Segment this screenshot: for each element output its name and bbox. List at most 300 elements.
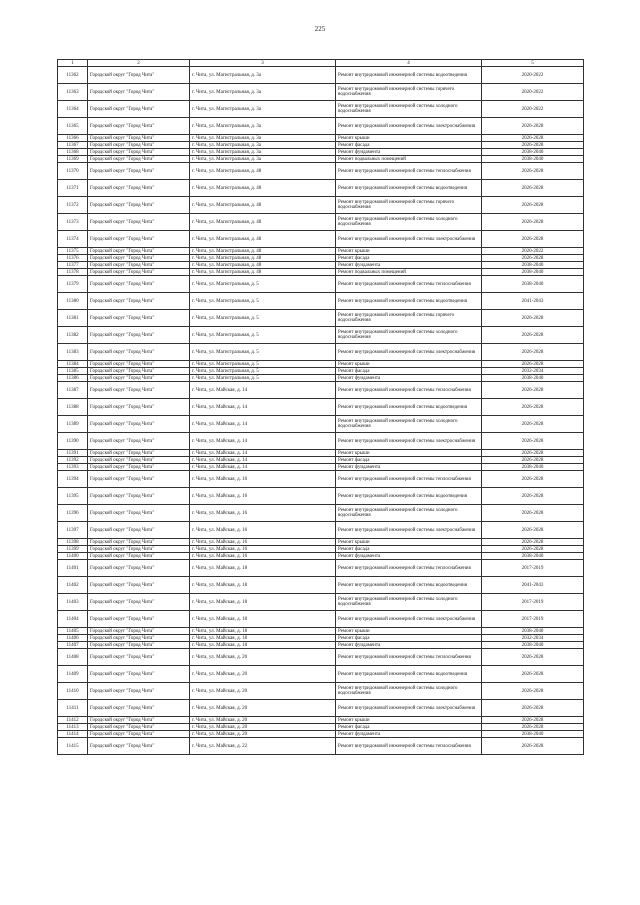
header-cell-5: 5 [482, 60, 584, 67]
row-number: 11365 [58, 118, 88, 135]
work-type-cell: Ремонт крыши [336, 135, 482, 142]
district-cell: Городской округ "Город Чита" [88, 118, 190, 135]
district-cell: Городской округ "Город Чита" [88, 433, 190, 450]
work-type-cell: Ремонт внутридомовой инженерной системы горячего водоснабжения [336, 197, 482, 214]
work-type-cell: Ремонт внутридомовой инженерной системы горячего водоснабжения [336, 310, 482, 327]
work-type-cell: Ремонт внутридомовой инженерной системы холодного водоснабжения [336, 683, 482, 700]
table-row [58, 738, 584, 755]
table-row [58, 471, 584, 488]
address-cell: г. Чита, ул. Магистральная, д. 3а [190, 142, 336, 149]
address-cell: г. Чита, ул. Майская, д. 20 [190, 666, 336, 683]
address-cell: г. Чита, ул. Магистральная, д. 5 [190, 361, 336, 368]
header-row [58, 60, 584, 67]
work-type-cell: Ремонт внутридомовой инженерной системы теплоснабжения [336, 276, 482, 293]
row-number: 11378 [58, 269, 88, 276]
district-cell: Городской округ "Город Чита" [88, 255, 190, 262]
address-cell: г. Чита, ул. Майская, д. 20 [190, 731, 336, 738]
table-row [58, 433, 584, 450]
row-number: 11374 [58, 231, 88, 248]
period-cell: 2026-2028 [482, 546, 584, 553]
row-number: 11402 [58, 577, 88, 594]
district-cell: Городской округ "Город Чита" [88, 399, 190, 416]
district-cell: Городской округ "Город Чита" [88, 344, 190, 361]
address-cell: г. Чита, ул. Майская, д. 20 [190, 700, 336, 717]
table-row [58, 666, 584, 683]
period-cell: 2026-2028 [482, 724, 584, 731]
work-type-cell: Ремонт фасада [336, 546, 482, 553]
row-number: 11372 [58, 197, 88, 214]
work-type-cell: Ремонт крыши [336, 628, 482, 635]
district-cell: Городской округ "Город Чита" [88, 135, 190, 142]
district-cell: Городской округ "Город Чита" [88, 84, 190, 101]
district-cell: Городской округ "Город Чита" [88, 522, 190, 539]
address-cell: г. Чита, ул. Магистральная, д. 5 [190, 276, 336, 293]
work-type-cell: Ремонт внутридомовой инженерной системы водоотведения [336, 293, 482, 310]
row-number: 11406 [58, 635, 88, 642]
row-number: 11407 [58, 642, 88, 649]
table-row [58, 375, 584, 382]
period-cell: 2038-2040 [482, 149, 584, 156]
table-row [58, 457, 584, 464]
district-cell: Городской округ "Город Чита" [88, 361, 190, 368]
row-number: 11389 [58, 416, 88, 433]
address-cell: г. Чита, ул. Магистральная, д. 48 [190, 231, 336, 248]
table-row [58, 293, 584, 310]
address-cell: г. Чита, ул. Майская, д. 14 [190, 457, 336, 464]
period-cell: 2041-2043 [482, 293, 584, 310]
work-type-cell: Ремонт крыши [336, 539, 482, 546]
row-number: 11390 [58, 433, 88, 450]
address-cell: г. Чита, ул. Магистральная, д. 3а [190, 118, 336, 135]
address-cell: г. Чита, ул. Майская, д. 14 [190, 433, 336, 450]
row-number: 11415 [58, 738, 88, 755]
period-cell: 2026-2028 [482, 683, 584, 700]
row-number: 11396 [58, 505, 88, 522]
period-cell: 2026-2028 [482, 180, 584, 197]
work-type-cell: Ремонт фасада [336, 457, 482, 464]
work-type-cell: Ремонт внутридомовой инженерной системы холодного водоснабжения [336, 101, 482, 118]
work-type-cell: Ремонт фасада [336, 635, 482, 642]
table-row [58, 642, 584, 649]
address-cell: г. Чита, ул. Майская, д. 18 [190, 611, 336, 628]
district-cell: Городской округ "Город Чита" [88, 700, 190, 717]
row-number: 11384 [58, 361, 88, 368]
header-cell-3: 3 [190, 60, 336, 67]
table-row [58, 649, 584, 666]
work-type-cell: Ремонт внутридомовой инженерной системы электроснабжения [336, 700, 482, 717]
row-number: 11410 [58, 683, 88, 700]
address-cell: г. Чита, ул. Майская, д. 14 [190, 382, 336, 399]
address-cell: г. Чита, ул. Майская, д. 14 [190, 399, 336, 416]
district-cell: Городской округ "Город Чита" [88, 457, 190, 464]
work-type-cell: Ремонт внутридомовой инженерной системы водоотведения [336, 488, 482, 505]
address-cell: г. Чита, ул. Магистральная, д. 5 [190, 368, 336, 375]
district-cell: Городской округ "Город Чита" [88, 577, 190, 594]
work-type-cell: Ремонт внутридомовой инженерной системы теплоснабжения [336, 163, 482, 180]
row-number: 11367 [58, 142, 88, 149]
work-type-cell: Ремонт фасада [336, 142, 482, 149]
table-row [58, 149, 584, 156]
work-type-cell: Ремонт внутридомовой инженерной системы электроснабжения [336, 344, 482, 361]
period-cell: 2026-2028 [482, 135, 584, 142]
work-type-cell: Ремонт внутридомовой инженерной системы электроснабжения [336, 231, 482, 248]
district-cell: Городской округ "Город Чита" [88, 649, 190, 666]
table-row [58, 488, 584, 505]
period-cell: 2041-2043 [482, 577, 584, 594]
work-type-cell: Ремонт фундамента [336, 553, 482, 560]
address-cell: г. Чита, ул. Магистральная, д. 5 [190, 310, 336, 327]
period-cell: 2026-2028 [482, 382, 584, 399]
table-row [58, 156, 584, 163]
period-cell: 2026-2028 [482, 327, 584, 344]
row-number: 11375 [58, 248, 88, 255]
row-number: 11373 [58, 214, 88, 231]
header-cell-4: 4 [336, 60, 482, 67]
address-cell: г. Чита, ул. Майская, д. 20 [190, 649, 336, 666]
table-row [58, 611, 584, 628]
work-type-cell: Ремонт внутридомовой инженерной системы теплоснабжения [336, 382, 482, 399]
work-type-cell: Ремонт внутридомовой инженерной системы водоотведения [336, 577, 482, 594]
district-cell: Городской округ "Город Чита" [88, 539, 190, 546]
district-cell: Городской округ "Город Чита" [88, 553, 190, 560]
row-number: 11371 [58, 180, 88, 197]
address-cell: г. Чита, ул. Магистральная, д. 48 [190, 269, 336, 276]
row-number: 11398 [58, 539, 88, 546]
district-cell: Городской округ "Город Чита" [88, 416, 190, 433]
row-number: 11414 [58, 731, 88, 738]
address-cell: г. Чита, ул. Майская, д. 18 [190, 560, 336, 577]
address-cell: г. Чита, ул. Майская, д. 18 [190, 577, 336, 594]
address-cell: г. Чита, ул. Майская, д. 20 [190, 683, 336, 700]
table-row [58, 399, 584, 416]
district-cell: Городской округ "Город Чита" [88, 560, 190, 577]
table-row [58, 724, 584, 731]
row-number: 11399 [58, 546, 88, 553]
table-body [58, 67, 584, 755]
row-number: 11383 [58, 344, 88, 361]
table-row [58, 361, 584, 368]
row-number: 11392 [58, 457, 88, 464]
period-cell: 2026-2028 [482, 214, 584, 231]
work-type-cell: Ремонт подвальных помещений [336, 269, 482, 276]
address-cell: г. Чита, ул. Майская, д. 16 [190, 553, 336, 560]
district-cell: Городской округ "Город Чита" [88, 628, 190, 635]
table-row [58, 577, 584, 594]
district-cell: Городской округ "Город Чита" [88, 156, 190, 163]
district-cell: Городской округ "Город Чита" [88, 382, 190, 399]
district-cell: Городской округ "Город Чита" [88, 67, 190, 84]
district-cell: Городской округ "Город Чита" [88, 642, 190, 649]
period-cell: 2038-2040 [482, 553, 584, 560]
address-cell: г. Чита, ул. Майская, д. 18 [190, 628, 336, 635]
row-number: 11385 [58, 368, 88, 375]
district-cell: Городской округ "Город Чита" [88, 368, 190, 375]
table-row [58, 84, 584, 101]
district-cell: Городской округ "Город Чита" [88, 731, 190, 738]
row-number: 11411 [58, 700, 88, 717]
work-type-cell: Ремонт внутридомовой инженерной системы холодного водоснабжения [336, 327, 482, 344]
work-type-cell: Ремонт внутридомовой инженерной системы электроснабжения [336, 433, 482, 450]
work-type-cell: Ремонт фундамента [336, 642, 482, 649]
table-row [58, 594, 584, 611]
district-cell: Городской округ "Город Чита" [88, 683, 190, 700]
work-type-cell: Ремонт подвальных помещений [336, 156, 482, 163]
district-cell: Городской округ "Город Чита" [88, 464, 190, 471]
district-cell: Городской округ "Город Чита" [88, 724, 190, 731]
row-number: 11404 [58, 611, 88, 628]
row-number: 11376 [58, 255, 88, 262]
table-row [58, 101, 584, 118]
address-cell: г. Чита, ул. Майская, д. 20 [190, 724, 336, 731]
period-cell: 2026-2028 [482, 255, 584, 262]
page-number: 225 [314, 25, 326, 33]
work-type-cell: Ремонт внутридомовой инженерной системы холодного водоснабжения [336, 214, 482, 231]
table-row [58, 382, 584, 399]
table-row [58, 327, 584, 344]
table-row [58, 539, 584, 546]
work-type-cell: Ремонт внутридомовой инженерной системы теплоснабжения [336, 471, 482, 488]
table-row [58, 163, 584, 180]
work-type-cell: Ремонт внутридомовой инженерной системы водоотведения [336, 67, 482, 84]
district-cell: Городской округ "Город Чита" [88, 231, 190, 248]
district-cell: Городской округ "Город Чита" [88, 276, 190, 293]
district-cell: Городской округ "Город Чита" [88, 505, 190, 522]
address-cell: г. Чита, ул. Майская, д. 20 [190, 717, 336, 724]
period-cell: 2026-2028 [482, 231, 584, 248]
address-cell: г. Чита, ул. Майская, д. 16 [190, 522, 336, 539]
work-type-cell: Ремонт внутридомовой инженерной системы теплоснабжения [336, 560, 482, 577]
period-cell: 2038-2040 [482, 628, 584, 635]
address-cell: г. Чита, ул. Магистральная, д. 48 [190, 180, 336, 197]
row-number: 11412 [58, 717, 88, 724]
row-number: 11377 [58, 262, 88, 269]
row-number: 11382 [58, 327, 88, 344]
work-type-cell: Ремонт крыши [336, 717, 482, 724]
work-type-cell: Ремонт внутридомовой инженерной системы электроснабжения [336, 611, 482, 628]
period-cell: 2026-2028 [482, 522, 584, 539]
period-cell: 2020-2022 [482, 248, 584, 255]
period-cell: 2026-2028 [482, 471, 584, 488]
table-row [58, 118, 584, 135]
period-cell: 2026-2028 [482, 700, 584, 717]
period-cell: 2026-2028 [482, 457, 584, 464]
table-row [58, 450, 584, 457]
table-row [58, 262, 584, 269]
period-cell: 2038-2040 [482, 262, 584, 269]
address-cell: г. Чита, ул. Магистральная, д. 48 [190, 248, 336, 255]
table-row [58, 717, 584, 724]
address-cell: г. Чита, ул. Майская, д. 16 [190, 539, 336, 546]
row-number: 11388 [58, 399, 88, 416]
work-type-cell: Ремонт внутридомовой инженерной системы водоотведения [336, 180, 482, 197]
period-cell: 2026-2028 [482, 344, 584, 361]
table-row [58, 310, 584, 327]
work-type-cell: Ремонт внутридомовой инженерной системы горячего водоснабжения [336, 84, 482, 101]
period-cell: 2020-2022 [482, 84, 584, 101]
row-number: 11386 [58, 375, 88, 382]
work-type-cell: Ремонт фундамента [336, 731, 482, 738]
district-cell: Городской округ "Город Чита" [88, 717, 190, 724]
period-cell: 2026-2028 [482, 416, 584, 433]
table-row [58, 522, 584, 539]
work-type-cell: Ремонт фундамента [336, 464, 482, 471]
work-type-cell: Ремонт фасада [336, 255, 482, 262]
address-cell: г. Чита, ул. Магистральная, д. 48 [190, 163, 336, 180]
district-cell: Городской округ "Город Чита" [88, 594, 190, 611]
address-cell: г. Чита, ул. Магистральная, д. 3а [190, 84, 336, 101]
period-cell: 2026-2028 [482, 539, 584, 546]
period-cell: 2026-2028 [482, 163, 584, 180]
district-cell: Городской округ "Город Чита" [88, 611, 190, 628]
district-cell: Городской округ "Город Чита" [88, 546, 190, 553]
period-cell: 2032-2034 [482, 368, 584, 375]
period-cell: 2026-2028 [482, 717, 584, 724]
work-type-cell: Ремонт внутридомовой инженерной системы теплоснабжения [336, 738, 482, 755]
address-cell: г. Чита, ул. Магистральная, д. 48 [190, 255, 336, 262]
period-cell: 2026-2028 [482, 361, 584, 368]
table-row [58, 67, 584, 84]
address-cell: г. Чита, ул. Майская, д. 14 [190, 416, 336, 433]
address-cell: г. Чита, ул. Майская, д. 18 [190, 594, 336, 611]
period-cell: 2026-2028 [482, 649, 584, 666]
header-cell-2: 2 [88, 60, 190, 67]
district-cell: Городской округ "Город Чита" [88, 375, 190, 382]
address-cell: г. Чита, ул. Магистральная, д. 3а [190, 135, 336, 142]
district-cell: Городской округ "Город Чита" [88, 149, 190, 156]
address-cell: г. Чита, ул. Майская, д. 16 [190, 505, 336, 522]
table-row [58, 546, 584, 553]
period-cell: 2026-2028 [482, 399, 584, 416]
period-cell: 2026-2028 [482, 433, 584, 450]
row-number: 11409 [58, 666, 88, 683]
row-number: 11393 [58, 464, 88, 471]
address-cell: г. Чита, ул. Магистральная, д. 48 [190, 197, 336, 214]
table-row [58, 635, 584, 642]
work-type-cell: Ремонт внутридомовой инженерной системы холодного водоснабжения [336, 594, 482, 611]
district-cell: Городской округ "Город Чита" [88, 666, 190, 683]
row-number: 11379 [58, 276, 88, 293]
row-number: 11381 [58, 310, 88, 327]
district-cell: Городской округ "Город Чита" [88, 635, 190, 642]
period-cell: 2026-2028 [482, 197, 584, 214]
table-row [58, 368, 584, 375]
period-cell: 2017-2019 [482, 560, 584, 577]
table-row [58, 628, 584, 635]
address-cell: г. Чита, ул. Магистральная, д. 5 [190, 375, 336, 382]
district-cell: Городской округ "Город Чита" [88, 262, 190, 269]
work-type-cell: Ремонт внутридомовой инженерной системы теплоснабжения [336, 649, 482, 666]
table-row [58, 731, 584, 738]
period-cell: 2026-2028 [482, 142, 584, 149]
row-number: 11369 [58, 156, 88, 163]
table-row [58, 180, 584, 197]
period-cell: 2038-2040 [482, 375, 584, 382]
period-cell: 2026-2028 [482, 118, 584, 135]
work-type-cell: Ремонт крыши [336, 450, 482, 457]
district-cell: Городской округ "Город Чита" [88, 310, 190, 327]
work-type-cell: Ремонт внутридомовой инженерной системы водоотведения [336, 399, 482, 416]
header-cell-1: 1 [58, 60, 88, 67]
row-number: 11397 [58, 522, 88, 539]
work-type-cell: Ремонт фундамента [336, 262, 482, 269]
address-cell: г. Чита, ул. Магистральная, д. 5 [190, 344, 336, 361]
row-number: 11366 [58, 135, 88, 142]
district-cell: Городской округ "Город Чита" [88, 293, 190, 310]
work-type-cell: Ремонт внутридомовой инженерной системы холодного водоснабжения [336, 416, 482, 433]
period-cell: 2020-2022 [482, 101, 584, 118]
district-cell: Городской округ "Город Чита" [88, 269, 190, 276]
district-cell: Городской округ "Город Чита" [88, 471, 190, 488]
district-cell: Городской округ "Город Чита" [88, 142, 190, 149]
address-cell: г. Чита, ул. Майская, д. 22 [190, 738, 336, 755]
row-number: 11400 [58, 553, 88, 560]
district-cell: Городской округ "Город Чита" [88, 738, 190, 755]
table-row [58, 464, 584, 471]
district-cell: Городской округ "Город Чита" [88, 180, 190, 197]
period-cell: 2038-2040 [482, 642, 584, 649]
period-cell: 2026-2028 [482, 450, 584, 457]
work-type-cell: Ремонт фундамента [336, 375, 482, 382]
address-cell: г. Чита, ул. Майская, д. 16 [190, 546, 336, 553]
address-cell: г. Чита, ул. Магистральная, д. 5 [190, 327, 336, 344]
table-row [58, 276, 584, 293]
repair-schedule-table [57, 59, 584, 755]
district-cell: Городской округ "Город Чита" [88, 101, 190, 118]
work-type-cell: Ремонт крыши [336, 248, 482, 255]
period-cell: 2017-2019 [482, 611, 584, 628]
table-row [58, 344, 584, 361]
table-row [58, 700, 584, 717]
district-cell: Городской округ "Город Чита" [88, 327, 190, 344]
address-cell: г. Чита, ул. Магистральная, д. 3а [190, 101, 336, 118]
row-number: 11401 [58, 560, 88, 577]
address-cell: г. Чита, ул. Магистральная, д. 48 [190, 262, 336, 269]
table-row [58, 553, 584, 560]
work-type-cell: Ремонт крыши [336, 361, 482, 368]
address-cell: г. Чита, ул. Майская, д. 18 [190, 635, 336, 642]
row-number: 11403 [58, 594, 88, 611]
table-row [58, 416, 584, 433]
address-cell: г. Чита, ул. Магистральная, д. 5 [190, 293, 336, 310]
table-row [58, 231, 584, 248]
work-type-cell: Ремонт внутридомовой инженерной системы водоотведения [336, 666, 482, 683]
row-number: 11362 [58, 67, 88, 84]
address-cell: г. Чита, ул. Майская, д. 16 [190, 488, 336, 505]
address-cell: г. Чита, ул. Магистральная, д. 3а [190, 67, 336, 84]
work-type-cell: Ремонт фасада [336, 368, 482, 375]
row-number: 11391 [58, 450, 88, 457]
district-cell: Городской округ "Город Чита" [88, 450, 190, 457]
table-row [58, 269, 584, 276]
period-cell: 2032-2034 [482, 635, 584, 642]
row-number: 11370 [58, 163, 88, 180]
table-row [58, 214, 584, 231]
row-number: 11394 [58, 471, 88, 488]
address-cell: г. Чита, ул. Майская, д. 14 [190, 450, 336, 457]
work-type-cell: Ремонт внутридомовой инженерной системы холодного водоснабжения [336, 505, 482, 522]
address-cell: г. Чита, ул. Майская, д. 14 [190, 464, 336, 471]
period-cell: 2038-2040 [482, 464, 584, 471]
district-cell: Городской округ "Город Чита" [88, 197, 190, 214]
table-row [58, 248, 584, 255]
period-cell: 2026-2028 [482, 488, 584, 505]
address-cell: г. Чита, ул. Магистральная, д. 3а [190, 156, 336, 163]
table-row [58, 142, 584, 149]
period-cell: 2038-2040 [482, 156, 584, 163]
district-cell: Городской округ "Город Чита" [88, 248, 190, 255]
work-type-cell: Ремонт фундамента [336, 149, 482, 156]
period-cell: 2026-2028 [482, 666, 584, 683]
